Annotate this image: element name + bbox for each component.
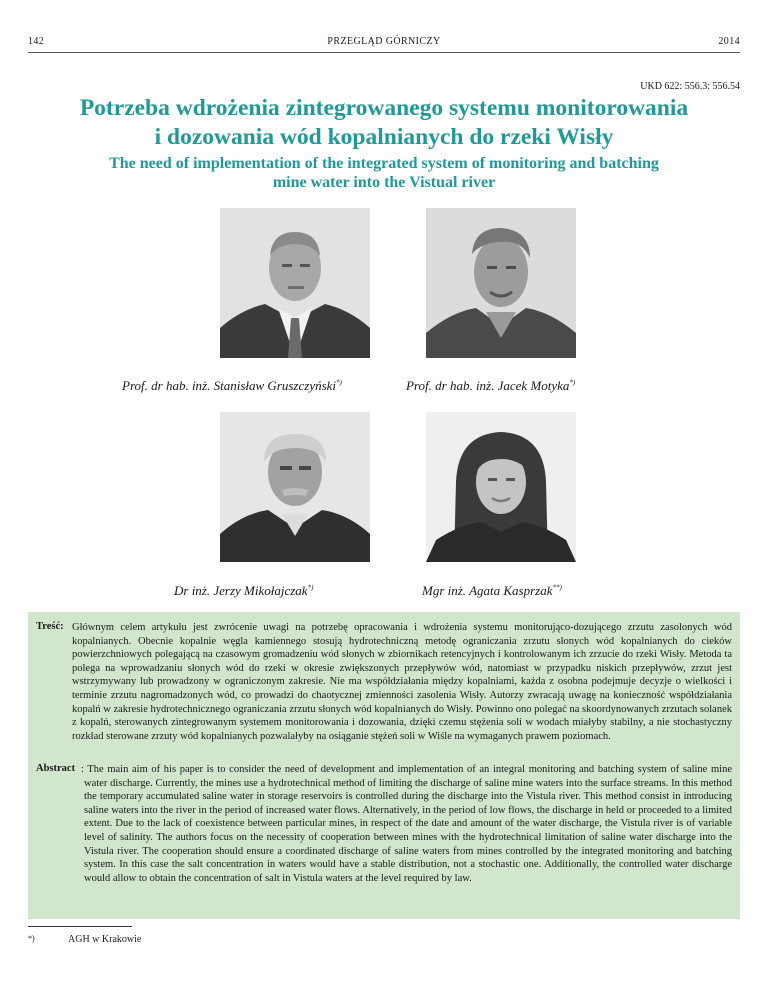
abstract-text: : The main aim of his paper is to consider the need of development and implementation of an integral monitoring and batching system of saline mine water discharge. Currently, the mines use a hydrotechnical method of limiting the discharge of saline mine waters into the surface streams. In this method the temporary accumulated saline water in storage reservoirs is controlled during the discharge into the Vistula river. This method consist in introducing saline waters into the river in the period of increased water flows. Alternatively, in the period of low flows, the discharge in held or proceeded to a limited extent. Due to the lack of coexistence between particular mines, in respect of the date and amount of the water discharge, the Vistula river is of variable level of salinity. The authors focus on the necessity of cooperation between mines with the hydrotechnical limitation of saline water discharge into the Vistula river. The cooperation should ensure a coordinated discharge of saline waters from mines controlled by the integrated monitoring and batching system. In this case the salt concentration in waters would have a stable distribution, not a stochastic one. Additionally, the controlled water discharge would allow to obtain the concentration of salt in Vistula waters at the level required by law. xyxy=(81,764,732,884)
abstract-box xyxy=(28,612,740,919)
author-caption-1 xyxy=(122,378,342,394)
author-caption-2 xyxy=(406,378,575,394)
title-polish-line-2: i dozowania wód kopalnianych do rzeki Wisły xyxy=(154,124,614,150)
ukd-classification: UKD 622: 556.3: 556.54 xyxy=(640,81,740,92)
title-english xyxy=(40,154,728,192)
author-photo-motyka xyxy=(426,208,576,358)
author-name: Prof. dr hab. inż. Jacek Motyka xyxy=(406,378,570,393)
affiliation-mark: **) xyxy=(552,583,562,592)
issue-year: 2014 xyxy=(718,36,740,47)
affiliation-mark: *) xyxy=(307,583,314,592)
tresc-text: Głównym celem artykułu jest zwrócenie uwagi na potrzebę opracowania i wdrożenia systemu monitorująco-dozującego zrzutu zasolonych wód kopalnianych. Obecnie kopalnie węgla kamiennego stosują hydrotechniczną metodę ograniczania zrzutu słonych wód kopalnianych do cieków powierzchniowych polegającą na czasowym gromadzeniu wód słonych w zbiornikach retencyjnych i kontrolowanym ich zrzucie do rzeki Wisły. Metoda ta polega na wprowadzaniu słonych wód do rzeki w okresie zwiększonych przepływów wód, natomiast w przypadku niskich przepływów, zrzut jest wstrzymywany lub prowadzony w ograniczonym zakresie. Nie ma współdziałania między kopalniami, każda z osobna podejmuje decyzje o wielkości i terminie zrzutu nagromadzonych wód, co prowadzi do chaotycznej zmienności zasolenia Wisły. Autorzy zwracają uwagę na konieczność współdziałania kopalń w zakresie hydrotechnicznego ograniczania zrzutu słonych wód kopalnianych do Wisły. Powinno ono polegać na skoordynowanych zrzutach solanek z kopalń, sterowanych zintegrowanym systemem monitorowania i dozowania, dzięki czemu stężenia soli w wodach miałyby stabilny, a nie stochastyczny rozkład sterowane zrzuty wód kopalnianych pozwalałyby na osiąganie stężeń soli w Wiśle na wymaganych prawem poziomach. xyxy=(72,622,732,742)
author-photo-mikolajczak xyxy=(220,412,370,562)
title-english-line-1: The need of implementation of the integrated system of monitoring and batching xyxy=(109,155,659,172)
running-header xyxy=(28,34,740,54)
author-photo-gruszczynski xyxy=(220,208,370,358)
author-name: Prof. dr hab. inż. Stanisław Gruszczyński xyxy=(122,378,337,393)
title-polish xyxy=(40,94,728,152)
affiliation-mark: *) xyxy=(569,378,576,387)
abstract-label: Abstract xyxy=(36,763,76,774)
tresc-label: Treść: xyxy=(36,621,64,632)
author-caption-3 xyxy=(174,583,313,599)
page-number: 142 xyxy=(28,36,45,47)
footnote-rule xyxy=(28,926,132,927)
footnote xyxy=(28,934,141,945)
affiliation-mark: *) xyxy=(336,378,342,387)
title-english-line-2: mine water into the Vistual river xyxy=(272,174,496,191)
header-rule xyxy=(28,52,740,53)
title-polish-line-1: Potrzeba wdrożenia zintegrowanego systemu monitorowania xyxy=(79,95,689,121)
footnote-text: AGH w Krakowie xyxy=(68,934,142,945)
author-photo-kasprzak xyxy=(426,412,576,562)
author-name: Mgr inż. Agata Kasprzak xyxy=(422,583,553,598)
author-caption-4 xyxy=(422,583,562,599)
footnote-mark: *) xyxy=(28,934,35,943)
journal-name: PRZEGLĄD GÓRNICZY xyxy=(327,36,441,47)
author-name: Dr inż. Jerzy Mikołajczak xyxy=(174,583,308,598)
